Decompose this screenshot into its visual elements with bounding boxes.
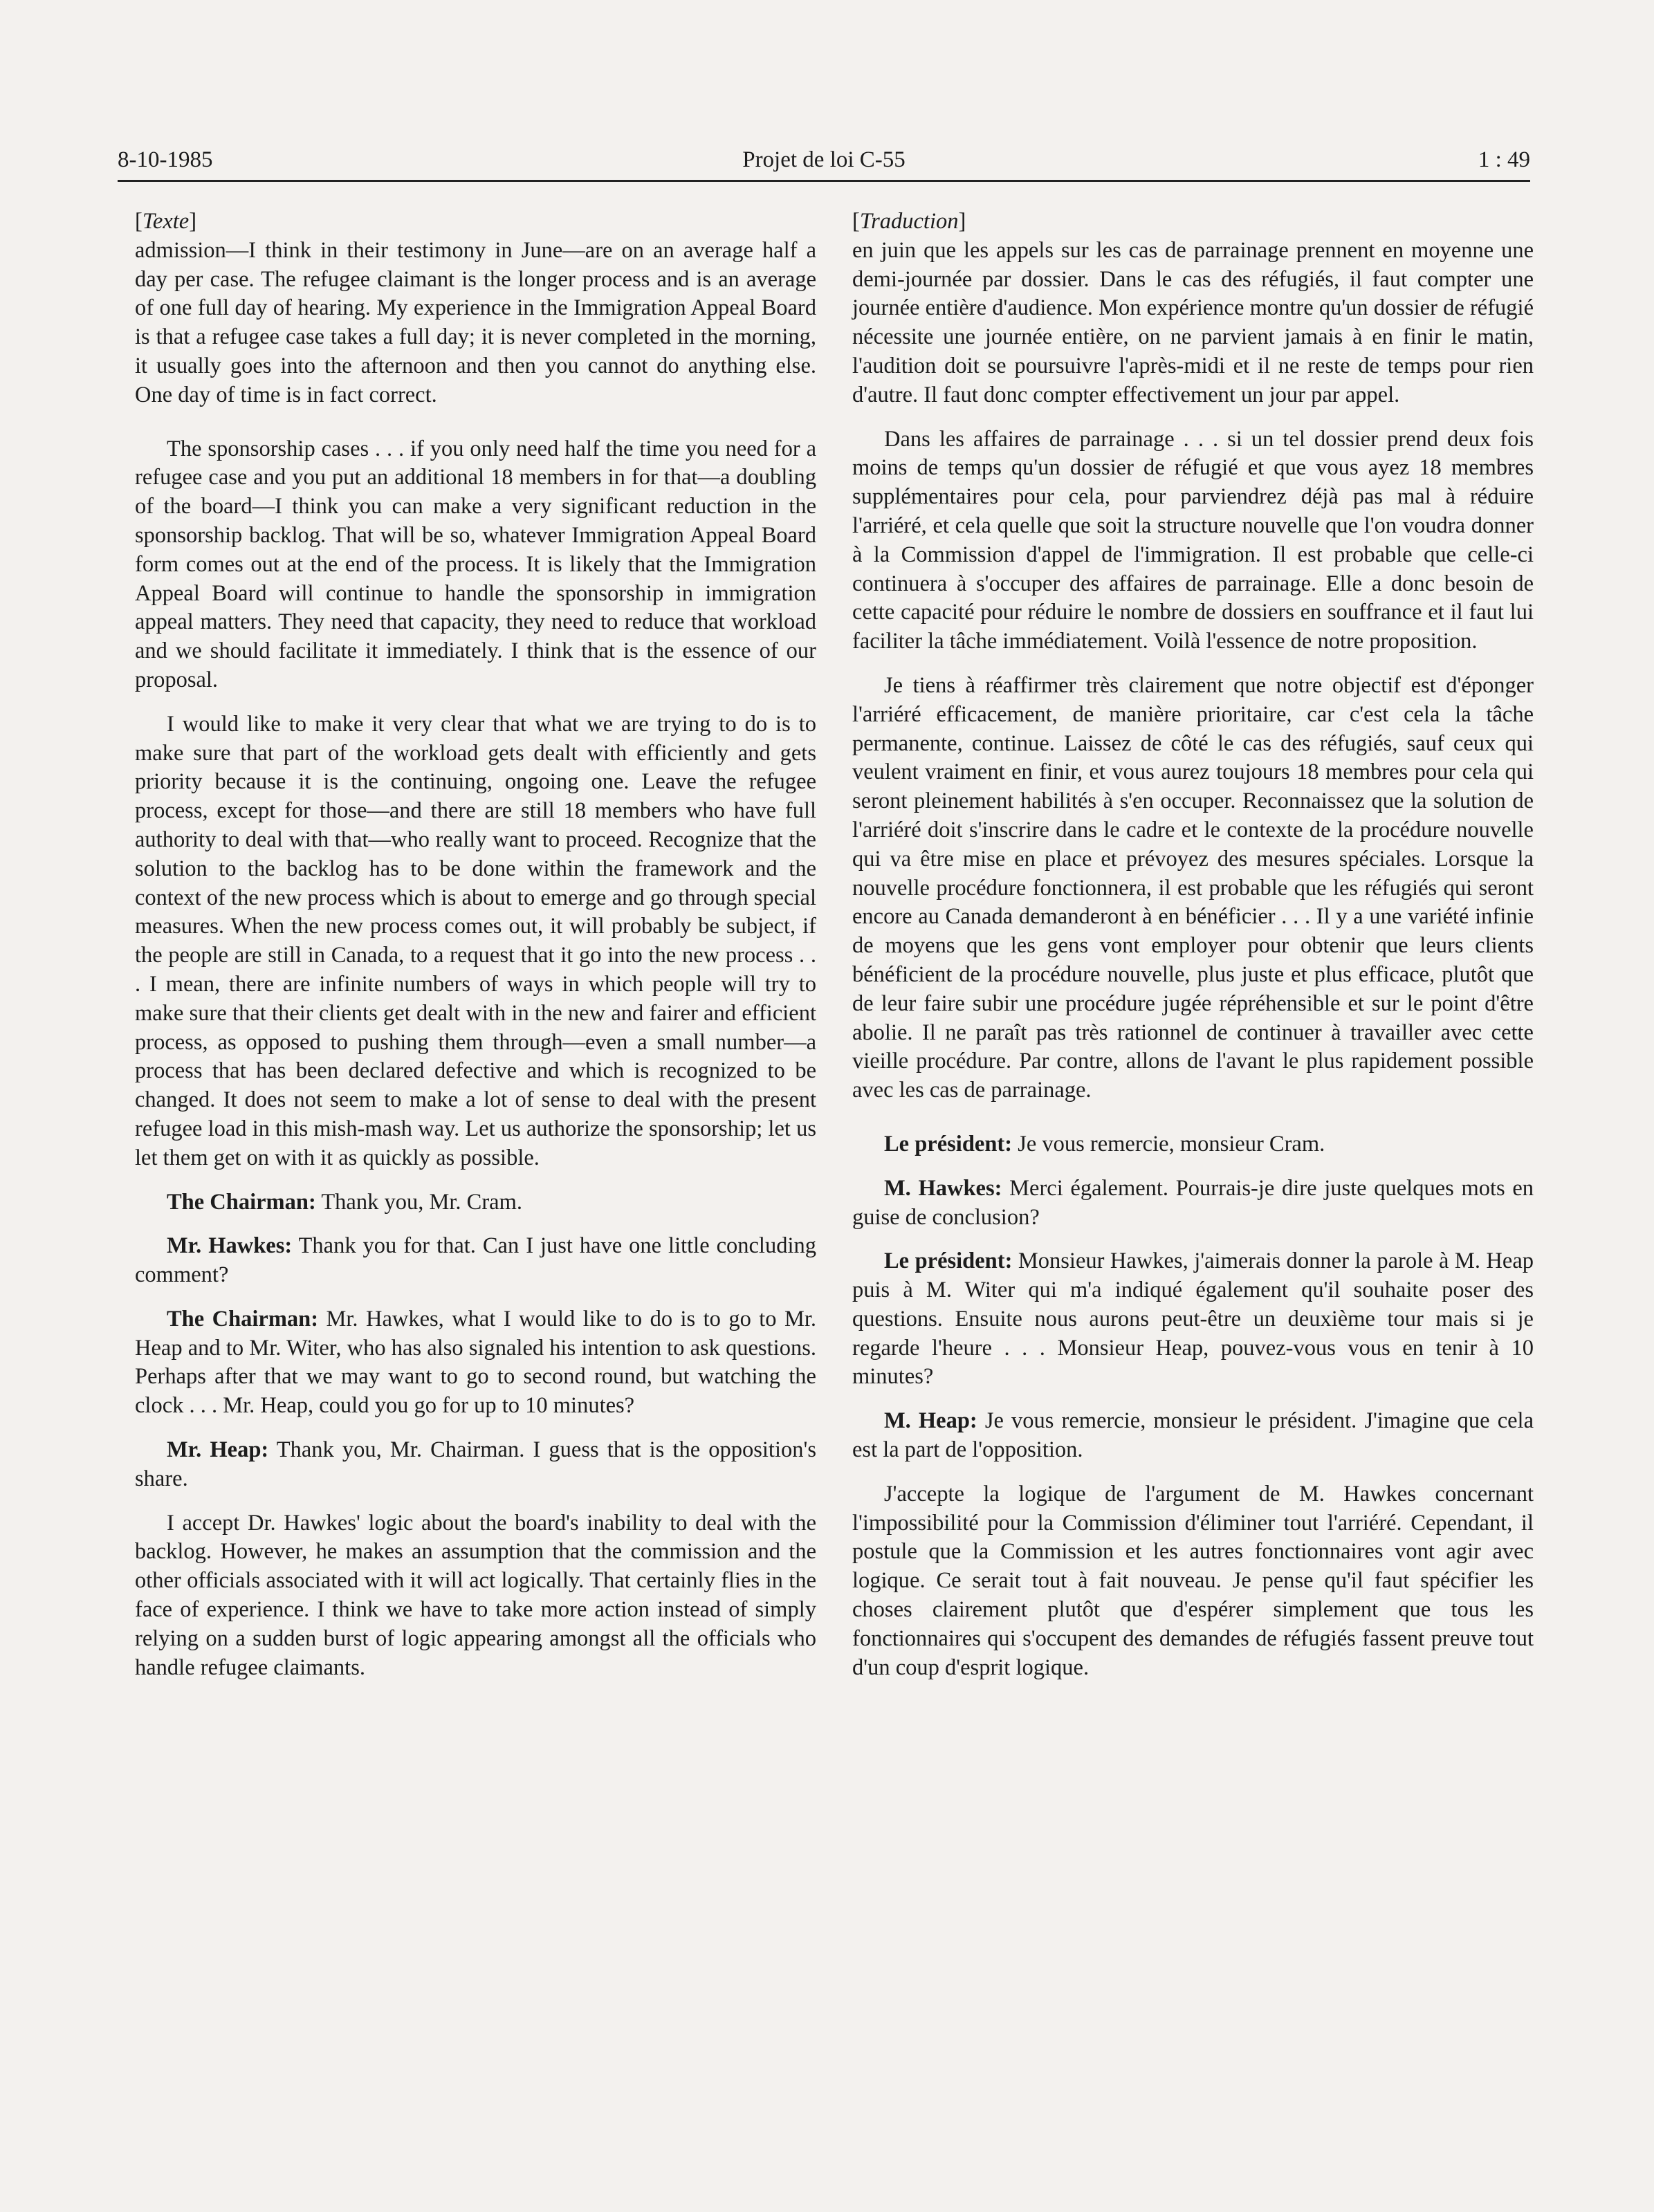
speaker-paragraph: The Chairman: Thank you, Mr. Cram. xyxy=(167,1189,522,1215)
paragraph: admission—I think in their testimony in June—are on an average half a day per case. The refugee claimant is the longer process and is an average of one full day of hearing. My experience in the Immigration Appeal Board is that a refugee case takes a full day; it is never completed in the morning, it usually goes into the afternoon and then you cannot do anything else. One day of time is in fact correct. xyxy=(135,237,816,407)
english-column xyxy=(135,208,816,1682)
speaker-name: M. Hawkes: xyxy=(884,1175,1002,1201)
french-column xyxy=(852,208,1534,1682)
speaker-paragraph: The Chairman: Mr. Hawkes, what I would like to do is to go to Mr. Heap and to Mr. Witer, who has also signaled his intention to ask questions. Perhaps after that we may want to go to second round, but watching the clock . . . Mr. Heap, could you go for up to 10 minutes? xyxy=(135,1306,816,1419)
speaker-name: The Chairman: xyxy=(167,1189,316,1215)
speaker-name: Le président: xyxy=(884,1248,1013,1274)
speaker-paragraph: Le président: Monsieur Hawkes, j'aimerais donner la parole à M. Heap puis à M. Witer qui m'a indiqué également qu'il souhaite poser des questions. Ensuite nous aurons peut-être un deuxième tour mais si je regarde l'heure . . . Monsieur Heap, pouvez-vous vous en tenir à 10 minutes? xyxy=(852,1248,1534,1390)
speaker-paragraph: Le président: Je vous remercie, monsieur Cram. xyxy=(884,1131,1325,1156)
paragraph: Dans les affaires de parrainage . . . si un tel dossier prend deux fois moins de temps qu'un dossier de réfugié et que vous ayez 18 membres supplémentaires pour cela, pour parviendrez déjà pas mal à réduire l'arriéré, et cela quelle que soit la structure nouvelle que l'on voudra donner à la Commission d'appel de l'immigration. Il est probable que celle-ci continuera à s'occuper des affaires de parrainage. Elle a donc besoin de cette capacité pour réduire le nombre de dossiers en souffrance et il faut lui faciliter la tâche immédiatement. Voilà l'essence de notre proposition. xyxy=(852,426,1534,654)
speaker-paragraph: Mr. Heap: Thank you, Mr. Chairman. I guess that is the opposition's share. xyxy=(135,1437,816,1491)
paragraph: J'accepte la logique de l'argument de M. Hawkes concernant l'impossibilité pour la Commission d'éliminer tout l'arriéré. Cependant, il postule que la Commission et les autres fonctionnaires vont agir avec logique. Ce serait tout à fait nouveau. Je pense qu'il faut spécifier les choses clairement plutôt que d'espérer simplement que tous les fonctionnaires qui s'occupent des demandes de réfugiés fassent preuve tout d'un coup d'esprit logique. xyxy=(852,1481,1534,1680)
speaker-name: Le président: xyxy=(884,1131,1013,1156)
header-title: Projet de loi C-55 xyxy=(742,147,906,172)
paragraph: en juin que les appels sur les cas de parrainage prennent en moyenne une demi-journée par dossier. Dans le cas des réfugiés, il faut compter une journée entière d'audience. Mon expérience montre qu'un dossier de réfugié nécessite une journée entière, on ne parvient jamais à en finir le matin, l'audition doit se poursuivre l'après-midi et il ne reste de temps pour rien d'autre. Il faut donc compter effectivement un jour par appel. xyxy=(852,237,1534,407)
speaker-paragraph: Mr. Hawkes: Thank you for that. Can I just have one little concluding comment? xyxy=(135,1233,816,1288)
paragraph: I would like to make it very clear that what we are trying to do is to make sure that part of the workload gets dealt with efficiently and gets priority because it is the continuing, ongoing one. Leave the refugee process, except for those—and there are still 18 members who have full authority to deal with that—who really want to proceed. Recognize that the solution to the backlog has to be done within the framework and the context of the new process which is about to emerge and go through special measures. When the new process comes out, it will probably be subject, if the people are still in Canada, to a request that it go into the new process . . . I mean, there are infinite numbers of ways in which people will try to make sure that their clients get dealt with in the new and fairer and efficient process, as opposed to pushing them through—even a small number—a process that has been declared defective and which is recognized to be changed. It does not seem to make a lot of sense to deal with the present refugee load in this mish-mash way. Let us authorize the sponsorship; let us let them get on with it as quickly as possible. xyxy=(135,711,816,1170)
running-header xyxy=(118,141,1530,182)
speaker-name: The Chairman: xyxy=(167,1306,319,1331)
header-page-number: 1 : 49 xyxy=(1478,147,1530,172)
speaker-paragraph: M. Hawkes: Merci également. Pourrais-je dire juste quelques mots en guise de conclusion? xyxy=(852,1175,1534,1230)
column-label: [Traduction] xyxy=(852,209,966,234)
speaker-paragraph: M. Heap: Je vous remercie, monsieur le président. J'imagine que cela est la part de l'opposition. xyxy=(852,1408,1534,1463)
speaker-name: Mr. Heap: xyxy=(167,1437,269,1463)
column-label: [Texte] xyxy=(135,209,197,234)
speaker-name: Mr. Hawkes: xyxy=(167,1233,293,1259)
speaker-name: M. Heap: xyxy=(884,1408,977,1434)
paragraph: The sponsorship cases . . . if you only need half the time you need for a refugee case and you put an additional 18 members in for that—a doubling of the board—I think you can make a very significant reduction in the sponsorship backlog. That will be so, whatever Immigration Appeal Board form comes out at the end of the process. It is likely that the Immigration Appeal Board will continue to handle the sponsorship in immigration appeal matters. They need that capacity, they need to reduce that workload and we should facilitate it immediately. I think that is the essence of our proposal. xyxy=(135,436,816,692)
paragraph: Je tiens à réaffirmer très clairement que notre objectif est d'éponger l'arriéré efficacement, de manière prioritaire, car c'est cela la tâche permanente, continue. Laissez de côté le cas des réfugiés, sauf ceux qui veulent vraiment en finir, et vous aurez toujours 18 membres pour cela qui seront pleinement habilités à s'en occuper. Reconnaissez que la solution de l'arriéré doit s'inscrire dans le cadre et le contexte de la procédure nouvelle qui va être mise en place et prévoyez des mesures spéciales. Lorsque la nouvelle procédure fonctionnera, il est probable que les réfugiés qui seront encore au Canada demanderont à en bénéficier . . . Il y a une variété infinie de moyens que les gens vont employer pour obtenir que leurs clients bénéficient de la procédure nouvelle, plus juste et plus efficace, plutôt que de leur faire subir une procédure jugée répréhensible et sur le point d'être abolie. Il ne paraît pas très rationnel de continuer à travailler avec cette vieille procédure. Par contre, allons de l'avant le plus rapidement possible avec les cas de parrainage. xyxy=(852,672,1534,1103)
header-date: 8-10-1985 xyxy=(118,147,213,172)
paragraph: I accept Dr. Hawkes' logic about the board's inability to deal with the backlog. However, he makes an assumption that the commission and the other officials associated with it will act logically. That certainly flies in the face of experience. I think we have to take more action instead of simply relying on a sudden burst of logic appearing amongst all the officials who handle refugee claimants. xyxy=(135,1510,816,1680)
